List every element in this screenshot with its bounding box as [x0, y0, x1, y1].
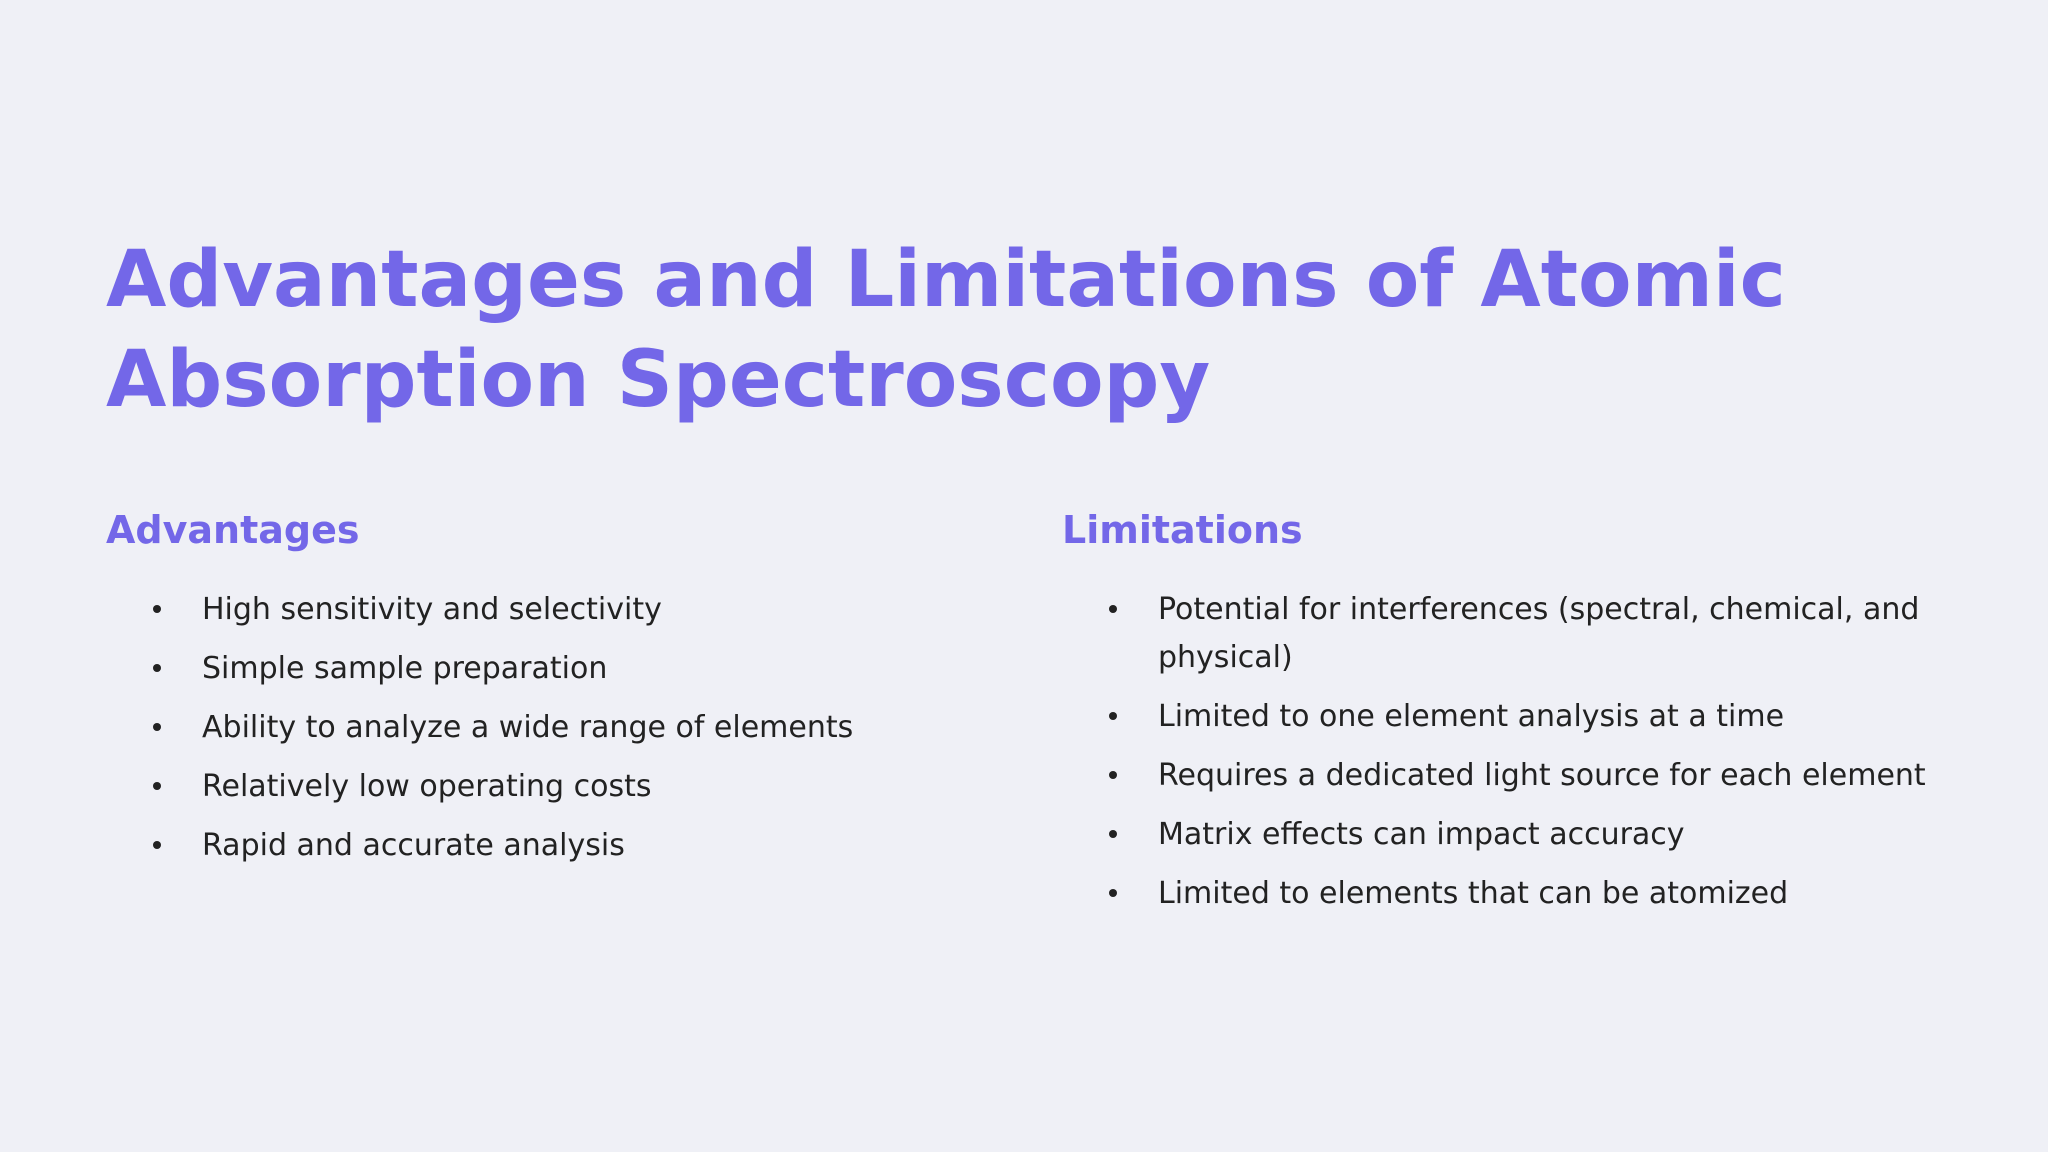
limitations-list — [1062, 586, 1942, 918]
list-item — [106, 704, 986, 752]
list-item-text: Simple sample preparation — [202, 651, 608, 686]
list-item — [1062, 870, 1942, 918]
bullet-icon — [153, 664, 161, 672]
bullet-icon — [1109, 889, 1117, 897]
bullet-icon — [1109, 830, 1117, 838]
list-item — [1062, 693, 1942, 741]
bullet-icon — [153, 605, 161, 613]
list-item — [106, 645, 986, 693]
list-item-text: Limited to one element analysis at a time — [1158, 699, 1785, 734]
list-item-text: Rapid and accurate analysis — [202, 828, 625, 863]
bullet-icon — [153, 723, 161, 731]
list-item-text: Matrix effects can impact accuracy — [1158, 817, 1685, 852]
bullet-icon — [1109, 712, 1117, 720]
list-item-text: High sensitivity and selectivity — [202, 592, 662, 627]
list-item — [1062, 752, 1942, 800]
bullet-icon — [153, 782, 161, 790]
list-item — [106, 586, 986, 634]
advantages-heading: Advantages — [106, 508, 360, 552]
bullet-icon — [153, 841, 161, 849]
limitations-heading: Limitations — [1062, 508, 1303, 552]
list-item-text: Limited to elements that can be atomized — [1158, 876, 1789, 911]
list-item-text: Potential for interferences (spectral, chemical, and physical) — [1158, 592, 1920, 675]
bullet-icon — [1109, 605, 1117, 613]
slide-title: Advantages and Limitations of Atomic Absorption Spectroscopy — [106, 235, 1786, 425]
limitations-column — [1062, 500, 1942, 929]
list-item-text: Requires a dedicated light source for each element — [1158, 758, 1926, 793]
list-item — [1062, 586, 1942, 682]
list-item — [1062, 811, 1942, 859]
list-item-text: Relatively low operating costs — [202, 769, 652, 804]
list-item — [106, 822, 986, 870]
advantages-list — [106, 586, 986, 870]
bullet-icon — [1109, 771, 1117, 779]
list-item-text: Ability to analyze a wide range of elements — [202, 710, 854, 745]
list-item — [106, 763, 986, 811]
advantages-column — [106, 500, 986, 881]
